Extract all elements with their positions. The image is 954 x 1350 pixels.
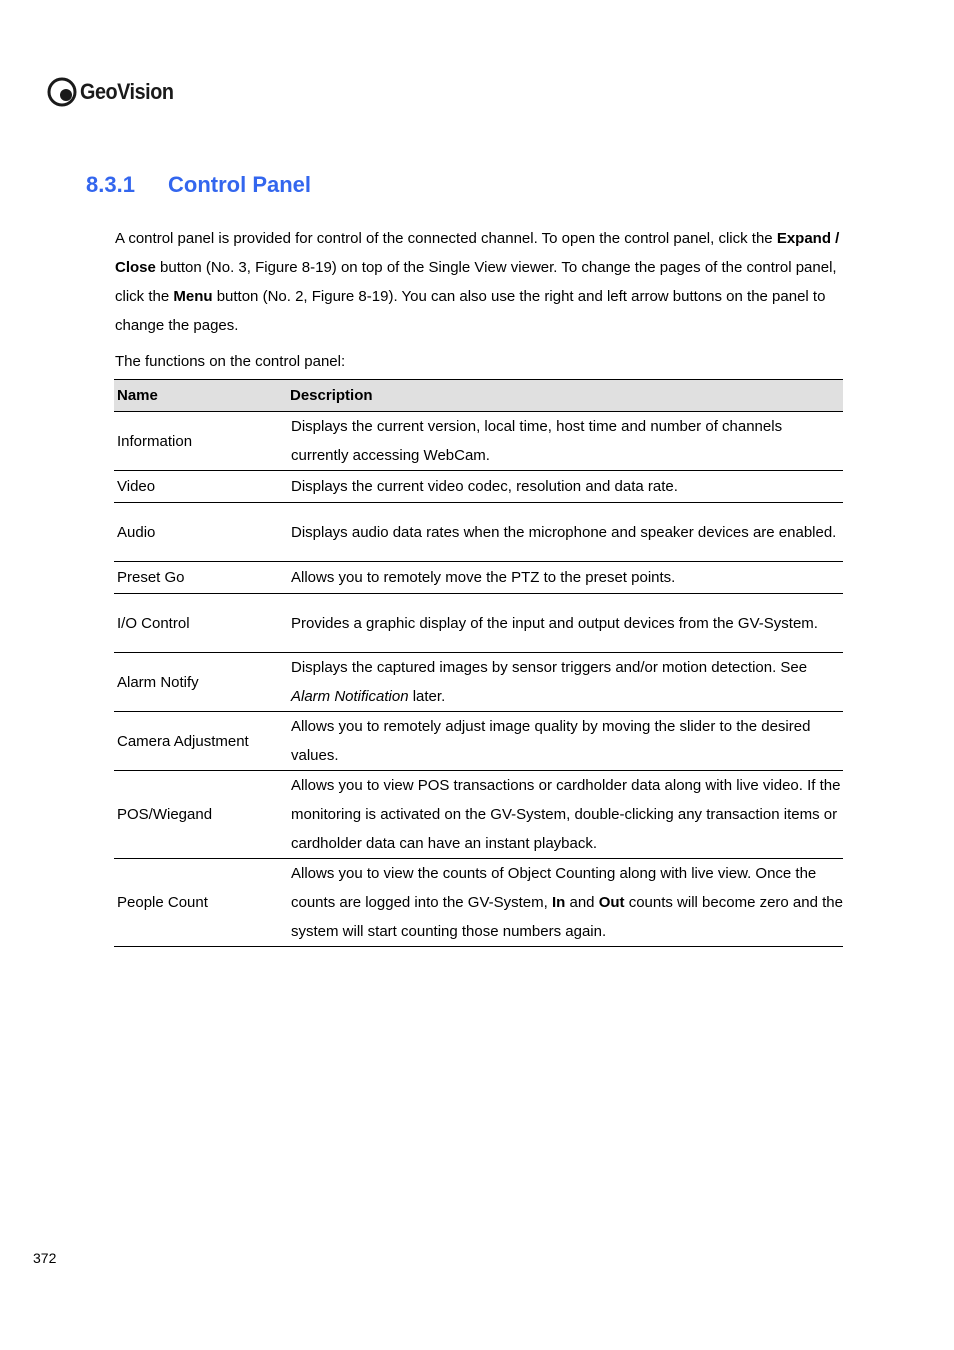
row-description: Displays the current video codec, resolution and data rate. [287, 471, 843, 503]
logo-wordmark: GeoVision [80, 79, 174, 104]
desc-text: Allows you to view the counts of Object Counting along with live view. Once the counts are logged into the GV-System, [291, 865, 817, 911]
desc-text: counts will become zero and the system will start counting those numbers again. [291, 894, 843, 940]
desc-text: later. [408, 688, 446, 705]
desc-bold-out: Out [598, 894, 625, 911]
row-description: Allows you to remotely adjust image quality by moving the slider to the desired values. [287, 712, 843, 771]
row-description: Allows you to remotely move the PTZ to the preset points. [287, 562, 843, 594]
row-name: POS/Wiegand [114, 771, 287, 859]
intro-bold-menu: Menu [173, 288, 213, 305]
intro-paragraph [115, 224, 845, 340]
geovision-logo [46, 74, 184, 110]
row-description [287, 859, 843, 947]
page-number: 372 [33, 1250, 57, 1266]
row-name: Audio [114, 503, 287, 562]
row-name: People Count [114, 859, 287, 947]
row-name: Preset Go [114, 562, 287, 594]
row-name: Video [114, 471, 287, 503]
row-description: Allows you to view POS transactions or cardholder data along with live video. If the monitoring is activated on the GV-System, double-clicking any transaction items or cardholder data can have an instant playback. [287, 771, 843, 859]
table-row [114, 503, 843, 562]
row-name: I/O Control [114, 594, 287, 653]
table-row [114, 859, 843, 947]
table-row [114, 562, 843, 594]
row-description [287, 653, 843, 712]
header-description: Description [287, 380, 843, 412]
table-row [114, 594, 843, 653]
desc-text: and [565, 894, 599, 911]
section-number: 8.3.1 [86, 172, 135, 197]
row-name: Camera Adjustment [114, 712, 287, 771]
intro-bold-expand-close: Expand / Close [115, 230, 840, 276]
intro-text-3: button (No. 2, Figure 8-19). You can also use the right and left arrow buttons on the panel to change the pages. [115, 288, 826, 334]
functions-table [114, 379, 843, 947]
section-title: Control Panel [168, 172, 312, 197]
table-row [114, 412, 843, 471]
table-header-row [114, 380, 843, 412]
row-description: Provides a graphic display of the input and output devices from the GV-System. [287, 594, 843, 653]
desc-text: Displays the captured images by sensor triggers and/or motion detection. See [291, 659, 808, 676]
section-heading [86, 172, 311, 198]
row-description: Displays audio data rates when the microphone and speaker devices are enabled. [287, 503, 843, 562]
row-name: Alarm Notify [114, 653, 287, 712]
table-lead: The functions on the control panel: [115, 353, 346, 370]
intro-text-2: button (No. 3, Figure 8-19) on top of the Single View viewer. To change the pages of the control panel, click the [115, 259, 837, 305]
intro-text-1: A control panel is provided for control of the connected channel. To open the control panel, click the [115, 230, 777, 247]
row-name: Information [114, 412, 287, 471]
table-row [114, 712, 843, 771]
header-name: Name [114, 380, 287, 412]
desc-italic-reference: Alarm Notification [291, 688, 409, 705]
table-row [114, 653, 843, 712]
table-row [114, 771, 843, 859]
table-row [114, 471, 843, 503]
row-description: Displays the current version, local time, host time and number of channels currently accessing WebCam. [287, 412, 843, 471]
geovision-logo-icon [46, 76, 78, 108]
desc-bold-in: In [551, 894, 566, 911]
